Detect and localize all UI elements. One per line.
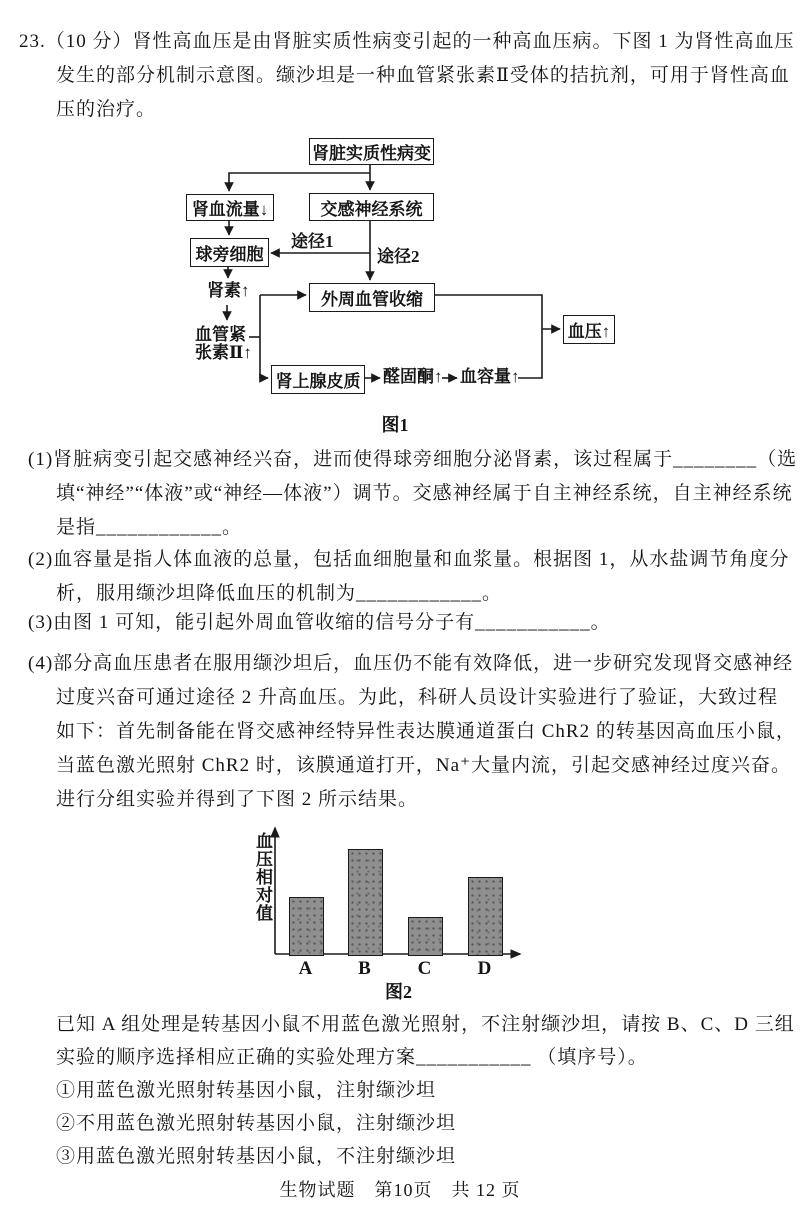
text-line: ①用蓝色激光照射转基因小鼠，注射缬沙坦: [56, 1080, 437, 1101]
bar-label-A: A: [298, 958, 313, 979]
bar-B: [348, 849, 383, 956]
bar-C: [408, 917, 443, 956]
flowchart-label-pathway1: 途径1: [291, 232, 334, 251]
figure1-flowchart: [150, 135, 650, 435]
flowchart-box-juxtaglomerular-cells: 球旁细胞: [190, 238, 269, 267]
bar-label-D: D: [477, 958, 492, 979]
bar-D: [468, 877, 503, 956]
question-part4: [0, 647, 796, 817]
flowchart-label-angiotensin: [195, 326, 252, 362]
flowchart-box-kidney-disease: 肾脏实质性病变: [309, 138, 434, 165]
text-line: 已知 A 组处理是转基因小鼠不用蓝色激光照射，不注射缬沙坦，请按 B、C、D 三组: [56, 1014, 795, 1035]
text-line: (4)部分高血压患者在服用缬沙坦后，血压仍不能有效降低，进一步研究发现肾交感神经: [28, 653, 794, 674]
flowchart-box-adrenal-cortex: 肾上腺皮质: [271, 365, 365, 394]
bar-A: [289, 897, 324, 956]
text-line: 是指____________。: [56, 517, 243, 538]
text-line: 填“神经”“体液”或“神经—体液”）调节。交感神经属于自主神经系统，自主神经系统: [56, 483, 793, 504]
bar-label-C: C: [417, 958, 432, 979]
flowchart-label-blood-volume: 血容量↑: [460, 367, 520, 386]
text-line: 23.（10 分）肾性高血压是由肾脏实质性病变引起的一种高血压病。下图 1 为肾性高血压: [19, 31, 795, 52]
flowchart-box-renal-blood-flow: 肾血流量↓: [186, 194, 274, 221]
chart-y-axis-label: 血压相对值: [253, 832, 272, 922]
text-line: 析，服用缬沙坦降低血压的机制为____________。: [56, 583, 503, 604]
flowchart-label-aldosterone: 醛固酮↑: [383, 367, 443, 386]
text-line: ③用蓝色激光照射转基因小鼠，不注射缬沙坦: [56, 1146, 457, 1167]
figure1-caption: 图1: [381, 415, 409, 435]
flowchart-label-renin: 肾素↑: [207, 281, 250, 300]
flowchart-box-peripheral-vasoconstriction: 外周血管收缩: [309, 283, 435, 312]
text-line: (2)血容量是指人体血液的总量，包括血细胞量和血浆量。根据图 1，从水盐调节角度分: [28, 549, 790, 570]
text-line: 如下：首先制备能在肾交感神经特异性表达膜通道蛋白 ChR2 的转基因高血压小鼠，: [56, 721, 796, 742]
text-line: (1)肾脏病变引起交感神经兴奋，进而使得球旁细胞分泌肾素，该过程属于________（选: [28, 449, 798, 470]
question-part2: [0, 543, 790, 611]
text-line: 实验的顺序选择相应正确的实验处理方案___________ （填序号）。: [56, 1047, 648, 1068]
text-line: 进行分组实验并得到了下图 2 所示结果。: [56, 789, 419, 810]
text-line: 过度兴奋可通过途径 2 升高血压。为此，科研人员设计实验进行了验证，大致过程: [56, 687, 779, 708]
flowchart-box-blood-pressure: 血压↑: [563, 315, 615, 344]
question-intro: [0, 25, 795, 127]
text-line: 压的治疗。: [56, 99, 157, 120]
figure2-bar-chart: [240, 820, 550, 1005]
bar-label-B: B: [358, 958, 371, 979]
angiotensin-line1: 血管紧: [195, 325, 246, 344]
question-conclusion-options: [0, 1008, 795, 1173]
text-line: ②不用蓝色激光照射转基因小鼠，注射缬沙坦: [56, 1113, 457, 1134]
text-line: 当蓝色激光照射 ChR2 时，该膜通道打开，Na⁺大量内流，引起交感神经过度兴奋。: [56, 755, 792, 776]
figure2-caption: 图2: [385, 982, 412, 1002]
question-part1: [0, 443, 798, 545]
question-part3: [0, 606, 784, 640]
text-line: 发生的部分机制示意图。缬沙坦是一种血管紧张素Ⅱ受体的拮抗剂，可用于肾性高血: [56, 65, 790, 86]
page-footer: 生物试题 第10页 共 12 页: [279, 1180, 521, 1200]
flowchart-box-sympathetic-nervous-system: 交感神经系统: [309, 193, 434, 221]
flowchart-label-pathway2: 途径2: [377, 247, 420, 266]
text-line: (3)由图 1 可知，能引起外周血管收缩的信号分子有___________。: [28, 612, 611, 633]
angiotensin-line2: 张素Ⅱ↑: [195, 343, 252, 362]
